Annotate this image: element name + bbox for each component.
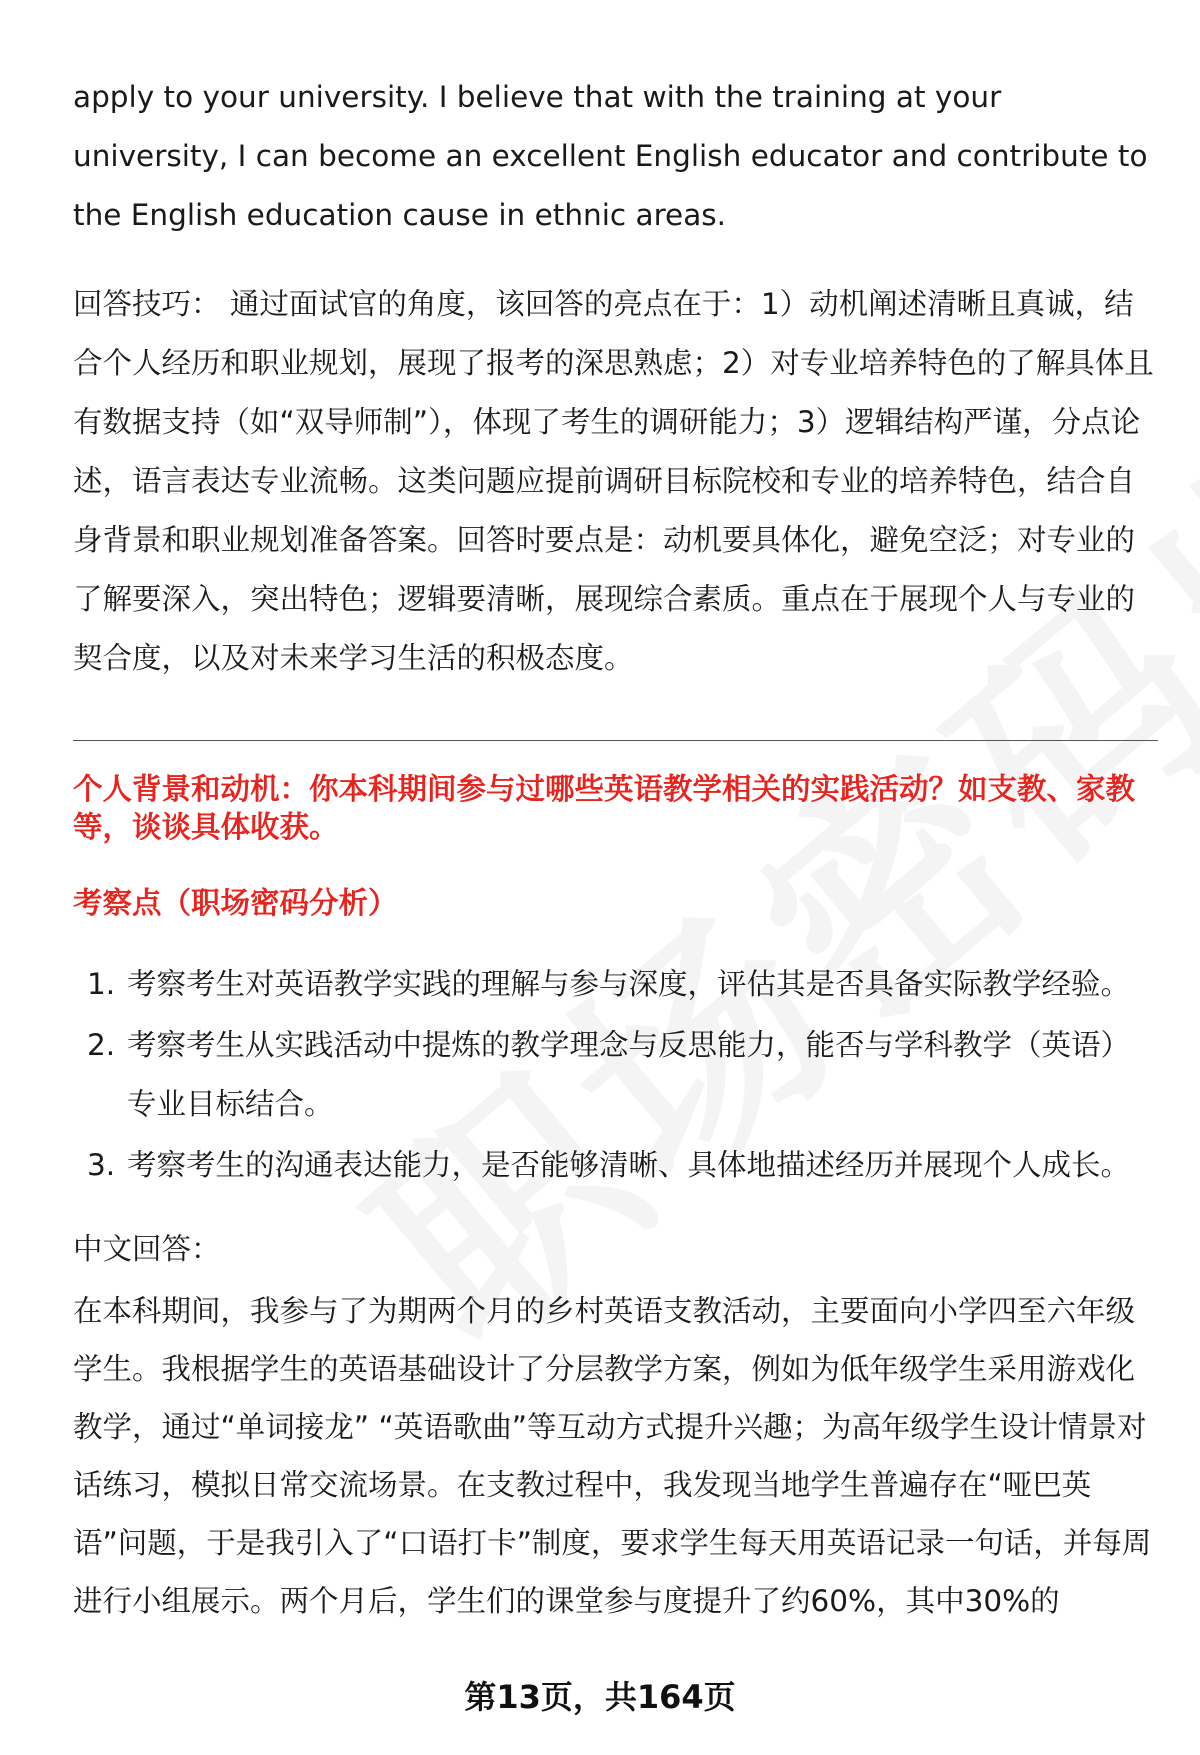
- english-answer-paragraph: apply to your university. I believe that with the training at your university, I can become an excellent English educator and contribute to the English education cause in ethnic areas.: [73, 80, 1148, 232]
- chinese-answer-body: 在本科期间，我参与了为期两个月的乡村英语支教活动，主要面向小学四至六年级学生。我根据学生的英语基础设计了分层教学方案，例如为低年级学生采用游戏化教学，通过“单词接龙” “英语歌曲”等互动方式提升兴趣；为高年级学生设计情景对话练习，模拟日常交流场景。在支教过程中，我发现当地学生普遍存在“哑巴英语”问题，于是我引入了“口语打卡”制度，要求学生每天用英语记录一句话，并每周进行小组展示。两个月后，学生们的课堂参与度提升了约60%，其中30%的: [73, 1294, 1152, 1618]
- interview-question: 个人背景和动机：你本科期间参与过哪些英语教学相关的实践活动？如支教、家教等，谈谈具体收获。: [73, 772, 1136, 844]
- list-item-number: 1.: [87, 967, 116, 1001]
- list-item-number: 3.: [87, 1148, 116, 1182]
- list-item-text: 考察考生的沟通表达能力，是否能够清晰、具体地描述经历并展现个人成长。: [127, 1148, 1131, 1182]
- page-number: 第13页，共164页: [464, 1678, 736, 1716]
- answer-tips-paragraph: 回答技巧： 通过面试官的角度，该回答的亮点在于：1）动机阐述清晰且真诚，结合个人经历和职业规划，展现了报考的深思熟虑；2）对专业培养特色的了解具体且有数据支持（如“双导师制”），体现了考生的调研能力；3）逻辑结构严谨，分点论述，语言表达专业流畅。这类问题应提前调研目标院校和专业的培养特色，结合自身背景和职业规划准备答案。回答时要点是：动机要具体化，避免空泛；对专业的了解要深入，突出特色；逻辑要清晰，展现综合素质。重点在于展现个人与专业的契合度，以及对未来学习生活的积极态度。: [73, 287, 1154, 675]
- analysis-heading: 考察点（职场密码分析）: [73, 886, 398, 920]
- list-item: [73, 955, 1158, 1014]
- list-item-text: 考察考生从实践活动中提炼的教学理念与反思能力，能否与学科教学（英语）专业目标结合。: [127, 1028, 1131, 1121]
- section-divider: [73, 740, 1158, 741]
- list-item-number: 2.: [87, 1028, 116, 1062]
- chinese-answer-heading: 中文回答：: [73, 1232, 221, 1266]
- list-item: [73, 1016, 1158, 1134]
- list-item-text: 考察考生对英语教学实践的理解与参与深度，评估其是否具备实际教学经验。: [127, 967, 1131, 1001]
- analysis-list: [73, 955, 1158, 1197]
- list-item: [73, 1136, 1158, 1195]
